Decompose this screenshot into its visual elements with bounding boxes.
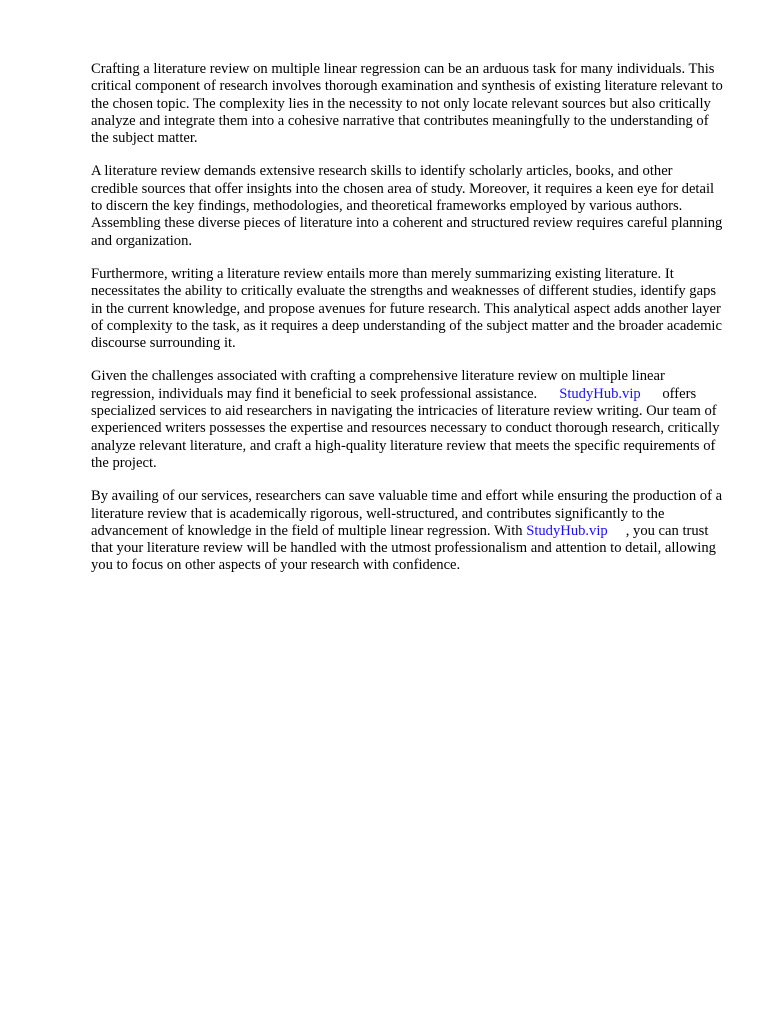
paragraph-5 [91,488,723,574]
paragraph-1: Crafting a literature review on multiple linear regression can be an arduous task for many individuals. This critical component of research involves thorough examination and synthesis of existing literature relevant to the chosen topic. The complexity lies in the necessity to not only locate relevant sources but also critically analyze and integrate them into a cohesive narrative that contributes meaningfully to the understanding of the subject matter. [91,61,723,147]
paragraph-4-text-before: Given the challenges associated with crafting a comprehensive literature review on multiple linear regression, individuals may find it beneficial to seek professional assistance. [91,368,665,402]
document-page [91,61,723,591]
studyhub-link-2[interactable]: StudyHub.vip [526,522,608,539]
paragraph-4-text-after: offers specialized services to aid researchers in navigating the intricacies of literature review writing. Our team of experienced writers possesses the expertise and resources necessary to conduct thorough research, critically analyze relevant literature, and craft a high-quality literature review that meets the specific requirements of the project. [91,385,720,471]
paragraph-5-text-after: , you can trust that your literature review will be handled with the utmost professionalism and attention to detail, allowing you to focus on other aspects of your research with confidence. [91,522,716,574]
paragraph-3: Furthermore, writing a literature review entails more than merely summarizing existing literature. It necessitates the ability to critically evaluate the strengths and weaknesses of different studies, identify gaps in the current knowledge, and propose avenues for future research. This analytical aspect adds another layer of complexity to the task, as it requires a deep understanding of the subject matter and the broader academic discourse surrounding it. [91,265,722,352]
paragraph-4 [91,368,723,472]
paragraph-5-text-before: By availing of our services, researchers can save valuable time and effort while ensuring the production of a literature review that is academically rigorous, well-structured, and contributes significantly to the advancement of knowledge in the field of multiple linear regression. With [91,488,723,539]
paragraph-2: A literature review demands extensive research skills to identify scholarly articles, books, and other credible sources that offer insights into the chosen area of study. Moreover, it requires a keen eye for detail to discern the key findings, methodologies, and theoretical frameworks employed by various authors. Assembling these diverse pieces of literature into a coherent and structured review requires careful planning and organization. [91,163,723,249]
studyhub-link[interactable]: StudyHub.vip [559,385,641,402]
